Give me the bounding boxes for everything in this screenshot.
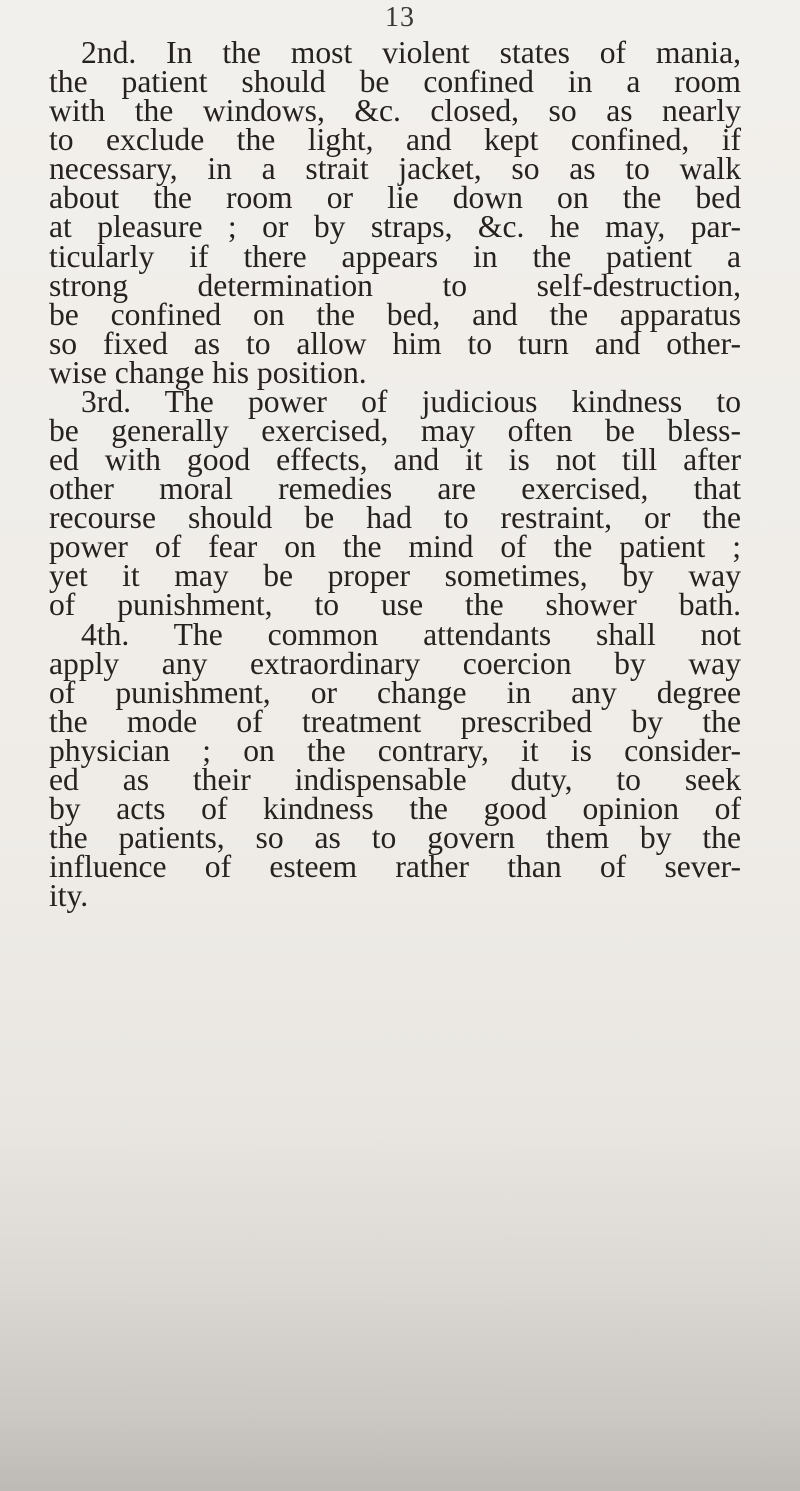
- text-line-10: be confined on the bed, and the apparatus: [49, 296, 741, 332]
- text-line-17: recourse should be had to restraint, or the: [49, 500, 741, 536]
- page-number: 13: [385, 2, 415, 33]
- text-line-24: the mode of treatment prescribed by the: [49, 703, 741, 739]
- text-line-11: so fixed as to allow him to turn and other-: [49, 325, 741, 361]
- body-text: [49, 35, 741, 914]
- text-line-6: about the room or lie down on the bed: [49, 180, 741, 216]
- page-bottom-shading: [0, 1290, 800, 1491]
- text-line-15: ed with good effects, and it is not till after: [49, 442, 741, 478]
- text-line-1: 2nd. In the most violent states of mania,: [81, 35, 741, 70]
- text-line-30: ity.: [49, 878, 89, 914]
- text-line-13: 3rd. The power of judicious kindness to: [81, 383, 741, 419]
- text-line-25: physician ; on the contrary, it is consider-: [49, 732, 741, 768]
- text-line-23: of punishment, or change in any degree: [49, 674, 741, 710]
- text-line-4: to exclude the light, and kept confined, if: [49, 122, 741, 158]
- text-line-29: influence of esteem rather than of sever-: [49, 849, 741, 885]
- text-line-3: with the windows, &c. closed, so as nearly: [49, 93, 741, 129]
- text-line-12: wise change his position.: [49, 354, 367, 390]
- text-line-22: apply any extraordinary coercion by way: [49, 645, 741, 681]
- text-line-5: necessary, in a strait jacket, so as to walk: [49, 151, 741, 187]
- text-line-18: power of fear on the mind of the patient ;: [49, 529, 741, 565]
- text-line-19: yet it may be proper sometimes, by way: [49, 558, 741, 594]
- text-line-7: at pleasure ; or by straps, &c. he may, par-: [49, 209, 741, 245]
- text-line-16: other moral remedies are exercised, that: [49, 471, 741, 507]
- text-line-2: the patient should be confined in a room: [49, 64, 741, 100]
- text-line-28: the patients, so as to govern them by the: [49, 820, 741, 856]
- text-line-27: by acts of kindness the good opinion of: [49, 791, 741, 827]
- text-line-14: be generally exercised, may often be bless-: [49, 413, 741, 449]
- text-line-20: of punishment, to use the shower bath.: [49, 587, 741, 623]
- text-line-26: ed as their indispensable duty, to seek: [49, 761, 741, 797]
- text-line-9: strong determination to self-destruction,: [49, 267, 741, 303]
- text-line-21: 4th. The common attendants shall not: [81, 616, 741, 652]
- text-line-8: ticularly if there appears in the patient a: [49, 238, 741, 274]
